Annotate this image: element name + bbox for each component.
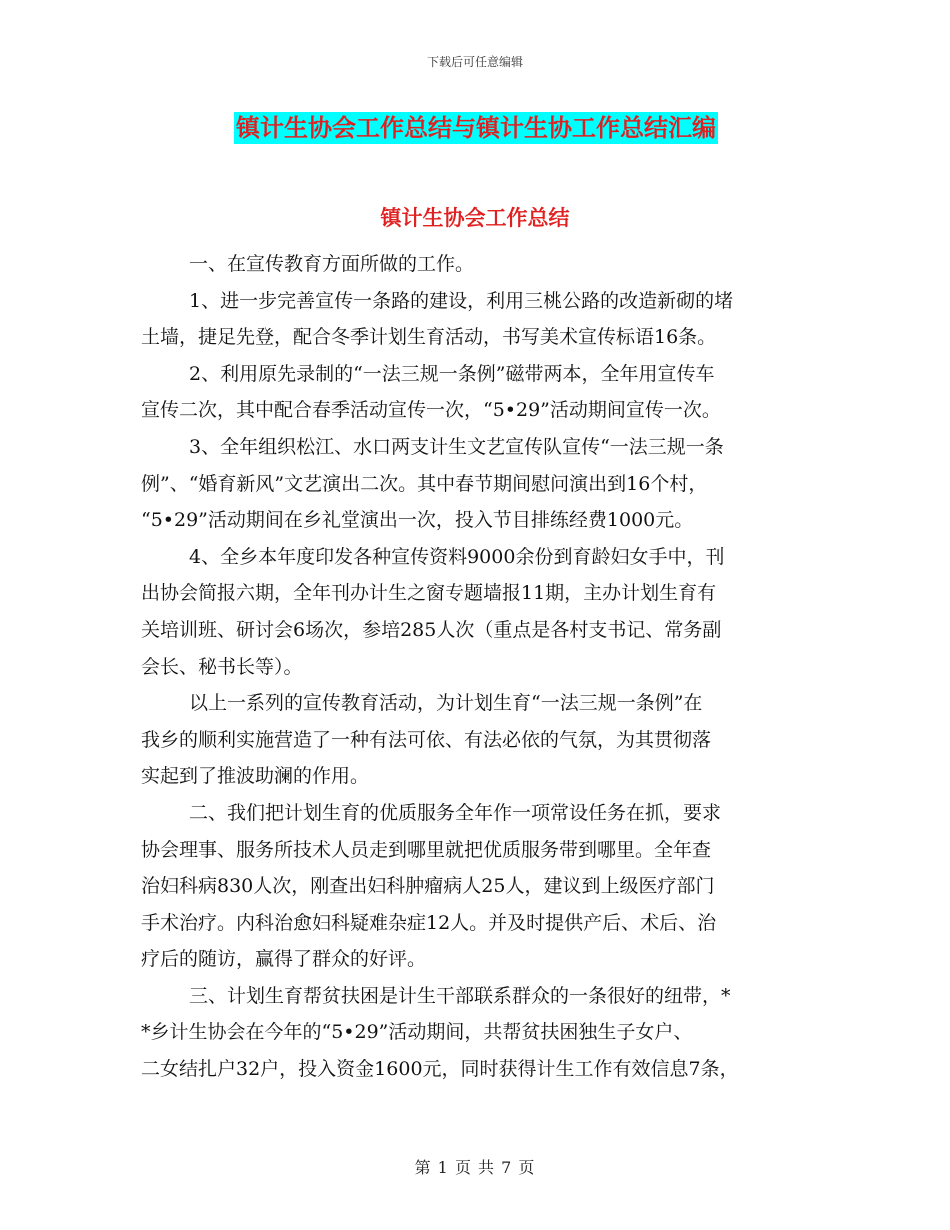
text-line: 实起到了推波助澜的作用。 xyxy=(141,765,370,788)
text-line: 关培训班、研讨会6场次，参培285人次（重点是各村支书记、常务副 xyxy=(141,618,722,641)
text-line: “5•29”活动期间在乡礼堂演出一次，投入节目排练经费1000元。 xyxy=(141,509,694,532)
text-line: 宣传二次，其中配合春季活动宣传一次，“5•29”活动期间宣传一次。 xyxy=(141,399,721,422)
text-line: 例”、“婚育新风”文艺演出二次。其中春节期间慰问演出到16个村， xyxy=(141,472,708,495)
text-line: 治妇科病830人次，刚查出妇科肿瘤病人25人，建议到上级医疗部门 xyxy=(141,875,715,898)
document-main-title: 镇计生协会工作总结与镇计生协工作总结汇编 xyxy=(236,114,716,142)
text-line: 1、进一步完善宣传一条路的建设，利用三桃公路的改造新砌的堵 xyxy=(189,289,734,312)
text-line: *乡计生协会在今年的“5•29”活动期间，共帮贫扶困独生子女户、 xyxy=(141,1021,693,1044)
text-line: 疗后的随访，赢得了群众的好评。 xyxy=(141,948,427,971)
text-line: 会长、秘书长等）。 xyxy=(141,655,303,678)
text-line: 协会理事、服务所技术人员走到哪里就把优质服务带到哪里。全年查 xyxy=(141,838,712,861)
text-line: 二、我们把计划生育的优质服务全年作一项常设任务在抓，要求 xyxy=(189,801,722,824)
text-line: 4、全乡本年度印发各种宣传资料9000余份到育龄妇女手中，刊 xyxy=(189,545,725,568)
text-line: 我乡的顺利实施营造了一种有法可依、有法必依的气氛，为其贯彻落 xyxy=(141,728,712,751)
header-note: 下载后可任意编辑 xyxy=(426,55,523,69)
section-title: 镇计生协会工作总结 xyxy=(380,206,570,230)
text-line: 手术治疗。内科治愈妇科疑难杂症12人。并及时提供产后、术后、治 xyxy=(141,911,717,934)
body-text xyxy=(141,246,831,1088)
page-footer: 第 1 页 共 7 页 xyxy=(414,1158,536,1177)
text-line: 2、利用原先录制的“一法三规一条例”磁带两本，全年用宣传车 xyxy=(189,362,715,385)
text-line: 以上一系列的宣传教育活动，为计划生育“一法三规一条例”在 xyxy=(189,692,703,715)
text-line: 一、在宣传教育方面所做的工作。 xyxy=(189,253,475,275)
text-line: 三、计划生育帮贫扶困是计生干部联系群众的一条很好的纽带，* xyxy=(189,984,731,1007)
text-line: 出协会简报六期，全年刊办计生之窗专题墙报11期，主办计划生育有 xyxy=(141,582,717,605)
text-line: 二女结扎户32户，投入资金1600元，同时获得计生工作有效信息7条， xyxy=(141,1058,739,1081)
text-line: 土墙，捷足先登，配合冬季计划生育活动，书写美术宣传标语16条。 xyxy=(141,326,717,349)
text-line: 3、全年组织松江、水口两支计生文艺宣传队宣传“一法三规一条 xyxy=(189,435,724,458)
